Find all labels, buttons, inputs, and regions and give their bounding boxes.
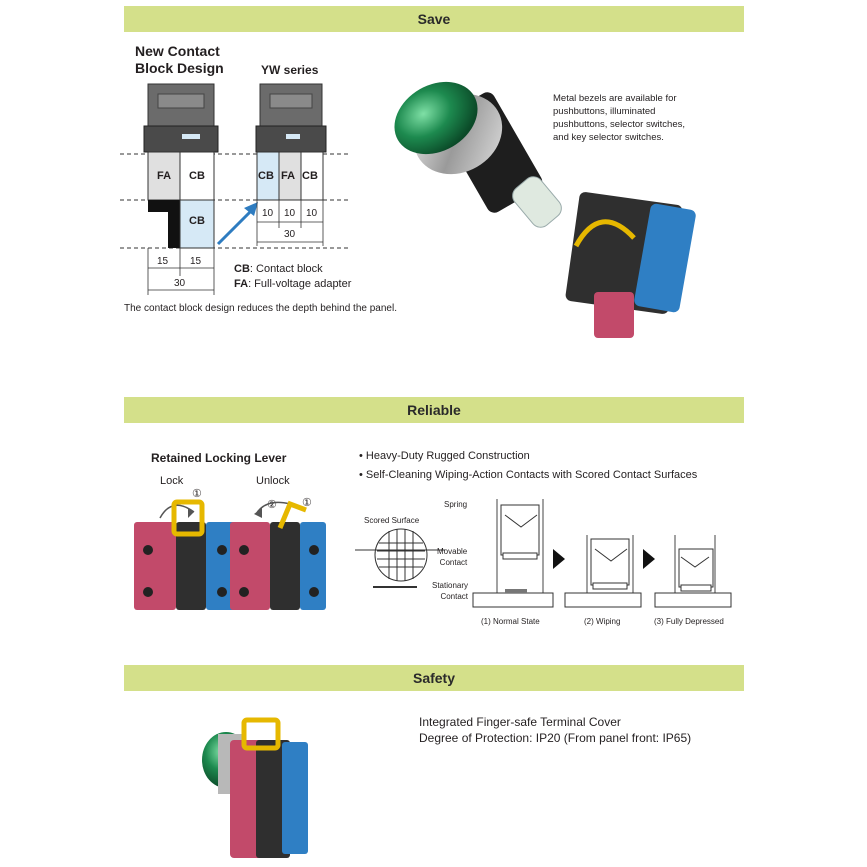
legend-fa: FA: Full-voltage adapter — [234, 278, 352, 290]
stationary-contact-label: Stationary Contact — [432, 581, 469, 601]
reliable-bullets — [359, 447, 697, 485]
arrow-line — [218, 208, 254, 244]
dim-10-c: 10 — [306, 208, 318, 219]
safety-section-header — [124, 665, 744, 691]
bullet-self-cleaning: • Self-Cleaning Wiping-Action Contacts with Scored Contact Surfaces — [359, 469, 698, 481]
bezel-note: Metal bezels are available for pushbuttons, illuminated pushbuttons, selector switches, and key selector switches. — [553, 93, 686, 143]
safety-line-protection: Degree of Protection: IP20 (From panel front: IP65) — [419, 731, 692, 745]
save-caption: The contact block design reduces the depth behind the panel. — [124, 303, 397, 314]
dim-30-right: 30 — [284, 229, 296, 240]
wiping-action-diagram — [355, 495, 745, 615]
scored-surface-label: Scored Surface — [364, 516, 420, 525]
state-normal-label: (1) Normal State — [481, 617, 540, 626]
diagram-label-cb-left: CB — [189, 170, 205, 182]
finger-safe-product-image — [196, 712, 326, 862]
new-contact-title-line2: Block Design — [135, 60, 224, 76]
reliable-section-header — [124, 397, 744, 423]
save-section-header — [124, 6, 744, 32]
diagram-label-cb-lower: CB — [189, 215, 205, 227]
fa-adapter-lower — [148, 200, 180, 248]
unlock-step-2: ② — [267, 499, 277, 511]
movable-contact-label: Movable Contact — [437, 547, 468, 567]
unlock-label: Unlock — [256, 475, 290, 487]
dim-10-a: 10 — [262, 208, 274, 219]
bullet-heavy-duty: • Heavy-Duty Rugged Construction — [359, 450, 530, 462]
dim-15-left: 15 — [157, 256, 169, 267]
unlock-step-1: ① — [302, 497, 312, 509]
lock-step-1: ① — [192, 488, 202, 500]
legend — [234, 262, 351, 292]
new-contact-title — [135, 43, 224, 77]
save-header-title: Save — [417, 11, 451, 27]
diagram-label-fa-left: FA — [157, 170, 172, 182]
safety-line-terminal-cover: Integrated Finger-safe Terminal Cover — [419, 715, 621, 729]
pink-contact-block — [594, 292, 634, 338]
yw-series-label: YW series — [261, 63, 319, 77]
diagram-label-fa-right: FA — [281, 170, 296, 182]
diagram-label-cb-right2: CB — [302, 170, 318, 182]
lock-label: Lock — [160, 475, 184, 487]
legend-cb: CB: Contact block — [234, 263, 323, 275]
safety-blue-block — [282, 742, 308, 854]
dim-30-left: 30 — [174, 278, 186, 289]
safety-text — [419, 714, 691, 746]
safety-header-title: Safety — [412, 670, 456, 686]
diagram-label-cb-right1: CB — [258, 170, 274, 182]
locking-lever-title: Retained Locking Lever — [151, 451, 287, 465]
unlock-pink-block — [230, 522, 270, 610]
reliable-header-title: Reliable — [407, 402, 461, 418]
spring-label: Spring — [444, 500, 468, 509]
state-depressed-label: (3) Fully Depressed — [654, 617, 724, 626]
state-wiping-label: (2) Wiping — [584, 617, 621, 626]
dim-10-b: 10 — [284, 208, 296, 219]
new-contact-title-line1: New Contact — [135, 43, 220, 59]
unlock-black-block — [270, 522, 300, 610]
dim-15-right: 15 — [190, 256, 202, 267]
lock-pink-block — [134, 522, 176, 610]
locking-lever-image — [130, 488, 330, 618]
